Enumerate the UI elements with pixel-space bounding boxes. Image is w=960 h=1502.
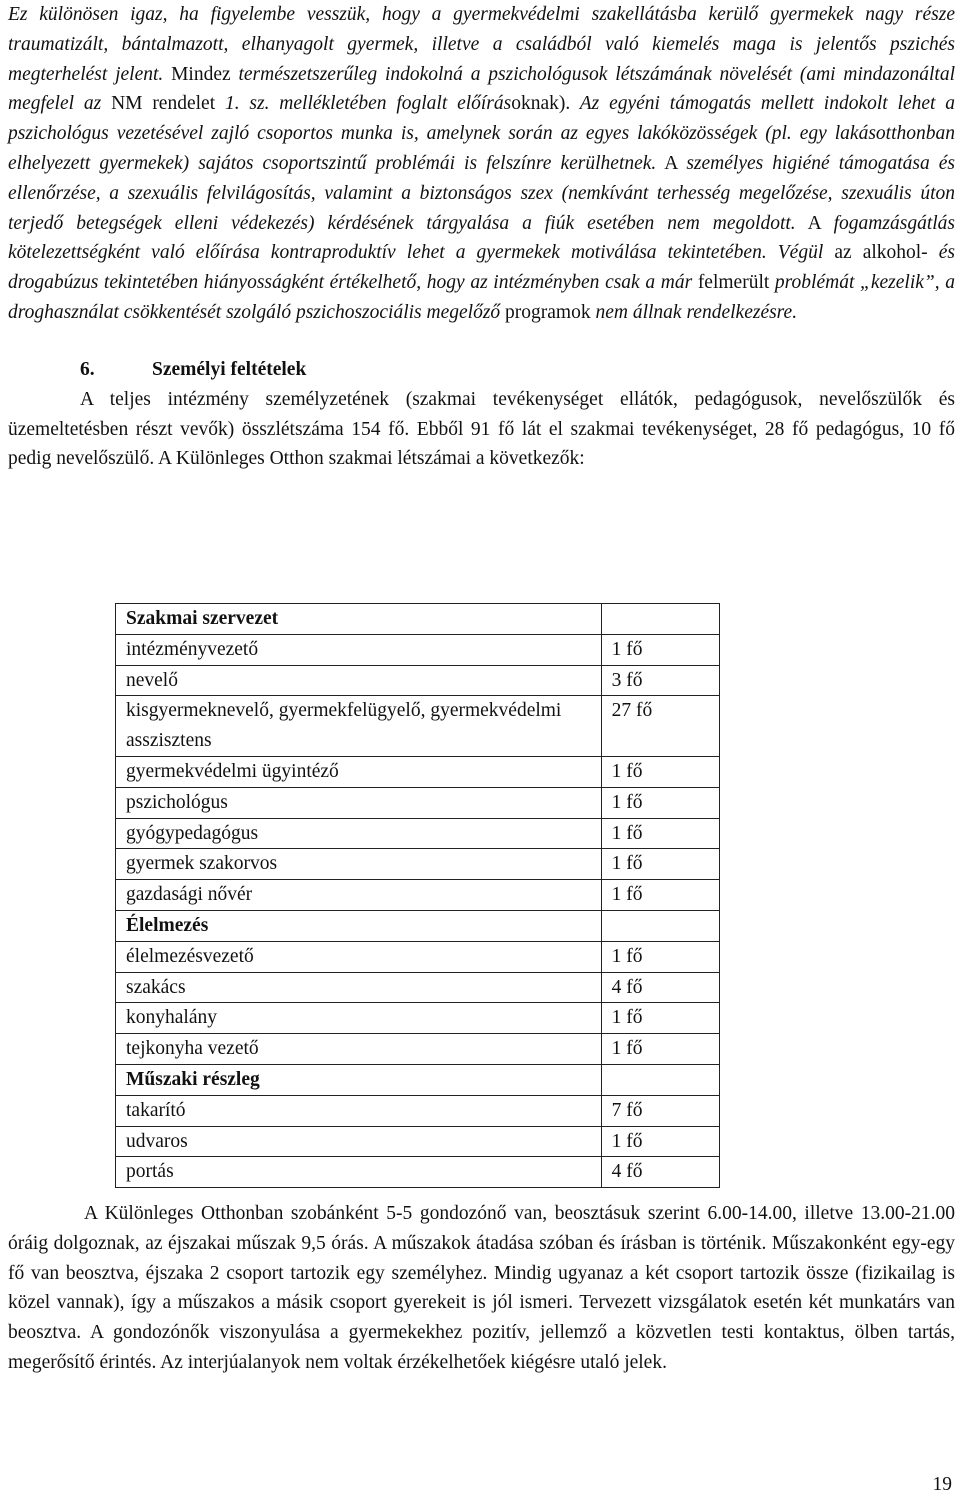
intro-segment: A — [795, 212, 834, 234]
intro-segment: oknak). — [511, 93, 571, 115]
shift-paragraph: A Különleges Otthonban szobánként 5-5 gondozónő van, beosztásuk szerint 6.00-14.00, illetve 13.00-21.00 óráig dolgoznak, az éjszakai műszak 9,5 órás. A műszakok átadása szóban és írásban is történik. Műszakonként egy-egy fő van beosztva, éjszaka 2 csoport tartozik egy személyhez. Mindig ugyanaz a két csoport tartozik össze (fizikailag is közel vannak), így a műszakos a másik csoport gyerekeit is jól ismeri. Tervezett vizsgálatok esetén két munkatárs van beosztva. A gondozónők viszonyulása a gyermekekhez pozitív, jellemző a közvetlen testi kontaktus, ölben tartás, megerősítő érintés. Az interjúalanyok nem voltak érzékelhetőek kiégésre utaló jelek. — [8, 1203, 955, 1373]
section-number: 6. — [80, 358, 95, 380]
headcount: 4 fő — [601, 1157, 719, 1188]
position-name: szakács — [116, 972, 602, 1003]
position-name: takarító — [116, 1095, 602, 1126]
intro-segment: NM rendelet — [111, 93, 225, 115]
table-row — [116, 787, 720, 818]
intro-segment: személyes higiéné támogatása és ellenőrzése, a szexuális felvilágosítás, valamint a biztonságos szex (nemkívánt terhesség megelőzése, szexuális úton terjedő betegségek elleni védekezés) kérdésének tárgyalása a fiúk esetében nem megoldott. — [8, 152, 955, 234]
intro-segment: természetszerűleg indokolná a pszichológusok létszámának növelését (ami mindazonáltal megfelel az — [8, 63, 955, 115]
intro-segment: problémát „kezelik”, a droghasználat csökkentését szolgáló pszichoszociális megelőző — [8, 272, 955, 323]
page-number: 19 — [932, 1474, 952, 1495]
table-row — [116, 1003, 720, 1034]
table-row — [116, 1034, 720, 1065]
headcount — [601, 910, 719, 941]
table-row — [116, 1157, 720, 1188]
table-group-row — [116, 604, 720, 635]
document-page — [8, 0, 955, 474]
position-name: élelmezésvezető — [116, 941, 602, 972]
table-row — [116, 849, 720, 880]
table-group-row — [116, 910, 720, 941]
position-name: udvaros — [116, 1126, 602, 1157]
section-heading — [8, 355, 955, 385]
position-name: gyermek szakorvos — [116, 849, 602, 880]
headcount: 1 fő — [601, 756, 719, 787]
position-name: kisgyermeknevelő, gyermekfelügyelő, gyermekvédelmi asszisztens — [116, 696, 602, 757]
headcount: 4 fő — [601, 972, 719, 1003]
group-label: Élelmezés — [116, 910, 602, 941]
position-name: nevelő — [116, 665, 602, 696]
intro-segment: az alkohol- — [834, 242, 939, 264]
table-row — [116, 818, 720, 849]
intro-segment: Az egyéni támogatás mellett indokolt lehet a pszichológus vezetésével zajló csoportos munka is, amelynek során az egyes lakóközösségek (pl. egy lakásotthonban elhelyezett gyermekek) sajátos csoportszintű problémái is felszínre kerülhetnek. — [8, 93, 956, 174]
group-label: Szakmai szervezet — [116, 604, 602, 635]
position-name: intézményvezető — [116, 634, 602, 665]
table-row — [116, 941, 720, 972]
headcount: 1 fő — [601, 634, 719, 665]
intro-segment: és drogabúzus tekintetében hiányosságként értékelhető, hogy az intézményben csak a már — [8, 242, 955, 294]
headcount: 7 fő — [601, 1095, 719, 1126]
table-row — [116, 756, 720, 787]
table-row — [116, 634, 720, 665]
position-name: portás — [116, 1157, 602, 1188]
headcount — [601, 1064, 719, 1095]
intro-paragraph — [8, 0, 955, 328]
position-name: gazdasági nővér — [116, 880, 602, 911]
intro-segment: Ez különösen igaz, ha figyelembe vesszük, hogy a gyermekvédelmi szakellátásba kerülő gyermekek nagy része traumatizált, bántalmazott, elhanyagolt gyermek, illetve a családból való kiemelés maga is jelentős pszichés megterhelést jelent. — [8, 4, 955, 85]
table-row — [116, 880, 720, 911]
intro-segment: programok — [505, 301, 596, 323]
headcount: 1 fő — [601, 880, 719, 911]
section-title: Személyi feltételek — [152, 358, 307, 380]
staff-table-body — [116, 604, 720, 1188]
group-label: Műszaki részleg — [116, 1064, 602, 1095]
headcount: 1 fő — [601, 1126, 719, 1157]
section-paragraph: A teljes intézmény személyzetének (szakmai tevékenységet ellátók, pedagógusok, nevelőszülők és üzemeltetésben részt vevők) összlétszáma 154 fő. Ebből 91 fő lát el szakmai tevékenységet, 28 fő pedagógus, 10 fő pedig nevelőszülő. A Különleges Otthon szakmai létszámai a következők: — [8, 388, 955, 470]
position-name: gyógypedagógus — [116, 818, 602, 849]
staff-table — [115, 603, 720, 1188]
headcount: 1 fő — [601, 849, 719, 880]
table-row — [116, 1126, 720, 1157]
table-row — [116, 665, 720, 696]
headcount: 1 fő — [601, 787, 719, 818]
intro-segment: Mindez — [163, 63, 239, 85]
headcount: 1 fő — [601, 941, 719, 972]
intro-segment: A — [656, 152, 687, 174]
headcount: 27 fő — [601, 696, 719, 757]
headcount: 3 fő — [601, 665, 719, 696]
position-name: konyhalány — [116, 1003, 602, 1034]
intro-segment: felmerült — [697, 272, 775, 294]
headcount: 1 fő — [601, 1034, 719, 1065]
position-name: pszichológus — [116, 787, 602, 818]
table-row — [116, 972, 720, 1003]
headcount: 1 fő — [601, 1003, 719, 1034]
intro-segment: 1. sz. mellékletében foglalt előírás — [224, 93, 512, 115]
table-row — [116, 1095, 720, 1126]
table-group-row — [116, 1064, 720, 1095]
table-row — [116, 696, 720, 757]
headcount: 1 fő — [601, 818, 719, 849]
position-name: gyermekvédelmi ügyintéző — [116, 756, 602, 787]
position-name: tejkonyha vezető — [116, 1034, 602, 1065]
intro-segment: fogamzásgátlás kötelezettségként való előírása kontraproduktív lehet a gyermekek motiválása tekintetében. Végül — [8, 212, 955, 264]
intro-segment: nem állnak rendelkezésre. — [595, 301, 798, 323]
headcount — [601, 604, 719, 635]
